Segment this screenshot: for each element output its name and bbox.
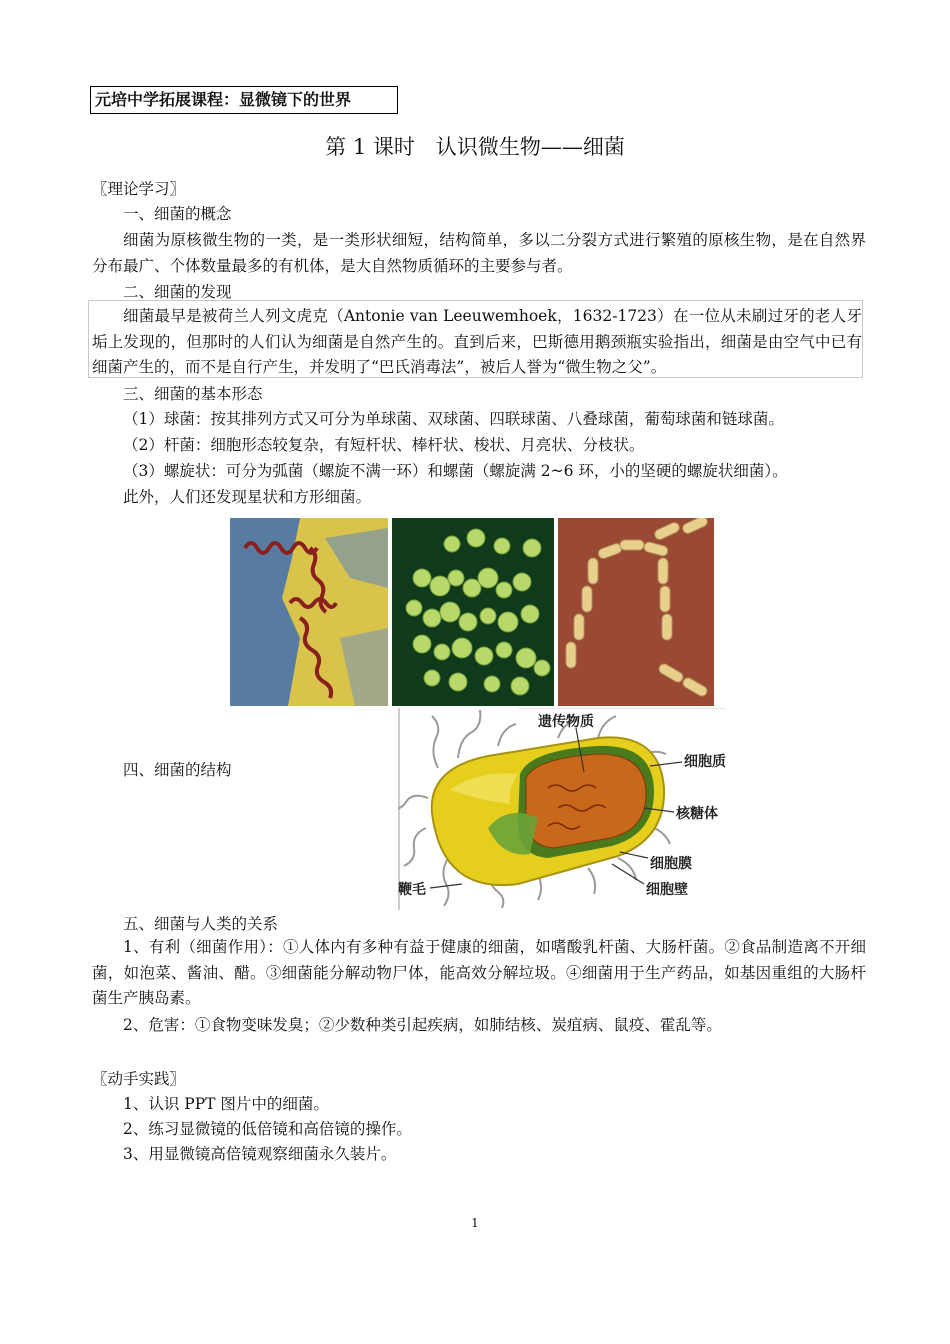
paragraph-discovery: 细菌最早是被荷兰人列文虎克（Antonie van Leeuwemhoek，1632-1723）在一位从未刷过牙的老人牙垢上发现的，但那时的人们认为细菌是自然产生的。直到后来，巴斯德用鹅颈瓶实验指出，细菌是由空气中已有细菌产生的，而不是自行产生，并发明了“巴氏消毒法”，被后人誉为“微生物之父”。 [92,307,862,376]
photo-bacilli [558,518,714,706]
label-cytoplasm: 细胞质 [684,754,726,770]
morphology-item-cocci: （1）球菌：按其排列方式又可分为单球菌、双球菌、四联球菌、八叠球菌，葡萄球菌和链球菌。 [123,410,784,428]
photo-cocci [392,518,554,706]
paragraph-concept: 细菌为原核微生物的一类，是一类形状细短，结构简单，多以二分裂方式进行繁殖的原核生物，是在自然界分布最广、个体数量最多的有机体，是大自然物质循环的主要参与者。 [92,231,866,275]
paragraph-benefit: 1、有利（细菌作用）：①人体内有多种有益于健康的细菌，如嗜酸乳杆菌、大肠杆菌。②食品制造离不开细菌，如泡菜、酱油、醋。③细菌能分解动物尸体，能高效分解垃圾。④细菌用于生产药品，如基因重组的大肠杆菌生产胰岛素。 [92,938,866,1007]
heading-relation: 五、细菌与人类的关系 [123,915,279,933]
bacteria-structure-diagram [398,708,728,910]
heading-morphology: 三、细菌的基本形态 [123,385,263,403]
label-genetic-material: 遗传物质 [538,714,594,730]
heading-concept: 一、细菌的概念 [123,205,232,223]
morphology-item-bacilli: （2）杆菌：细胞形态较复杂，有短杆状、棒杆状、梭状、月亮状、分枝状。 [123,436,645,454]
paragraph-harm: 2、危害：①食物变味发臭；②少数种类引起疾病，如肺结核、炭疽病、鼠疫、霍乱等。 [123,1016,722,1034]
lesson-title: 第 1 课时 认识微生物——细菌 [325,135,625,159]
section-label-practice: 〖动手实践〗 [92,1070,186,1088]
morphology-item-other: 此外，人们还发现星状和方形细菌。 [123,488,372,506]
morphology-item-spiral: （3）螺旋状：可分为弧菌（螺旋不满一环）和螺菌（螺旋满 2~6 环，小的坚硬的螺旋状细菌）。 [123,462,788,480]
section-label-theory: 〖理论学习〗 [92,180,186,198]
label-cell-wall: 细胞壁 [646,882,688,898]
photo-spiral-bacteria [230,518,388,706]
heading-discovery: 二、细菌的发现 [123,283,232,301]
page-number: 1 [471,1216,479,1230]
practice-item-2: 2、练习显微镜的低倍镜和高倍镜的操作。 [123,1120,412,1138]
heading-structure: 四、细菌的结构 [123,761,232,779]
label-ribosome: 核糖体 [676,806,718,822]
label-flagellum: 鞭毛 [398,882,426,898]
course-title: 元培中学拓展课程：显微镜下的世界 [90,86,398,114]
practice-item-1: 1、认识 PPT 图片中的细菌。 [123,1095,329,1113]
label-cell-membrane: 细胞膜 [650,856,692,872]
practice-item-3: 3、用显微镜高倍镜观察细菌永久装片。 [123,1145,397,1163]
